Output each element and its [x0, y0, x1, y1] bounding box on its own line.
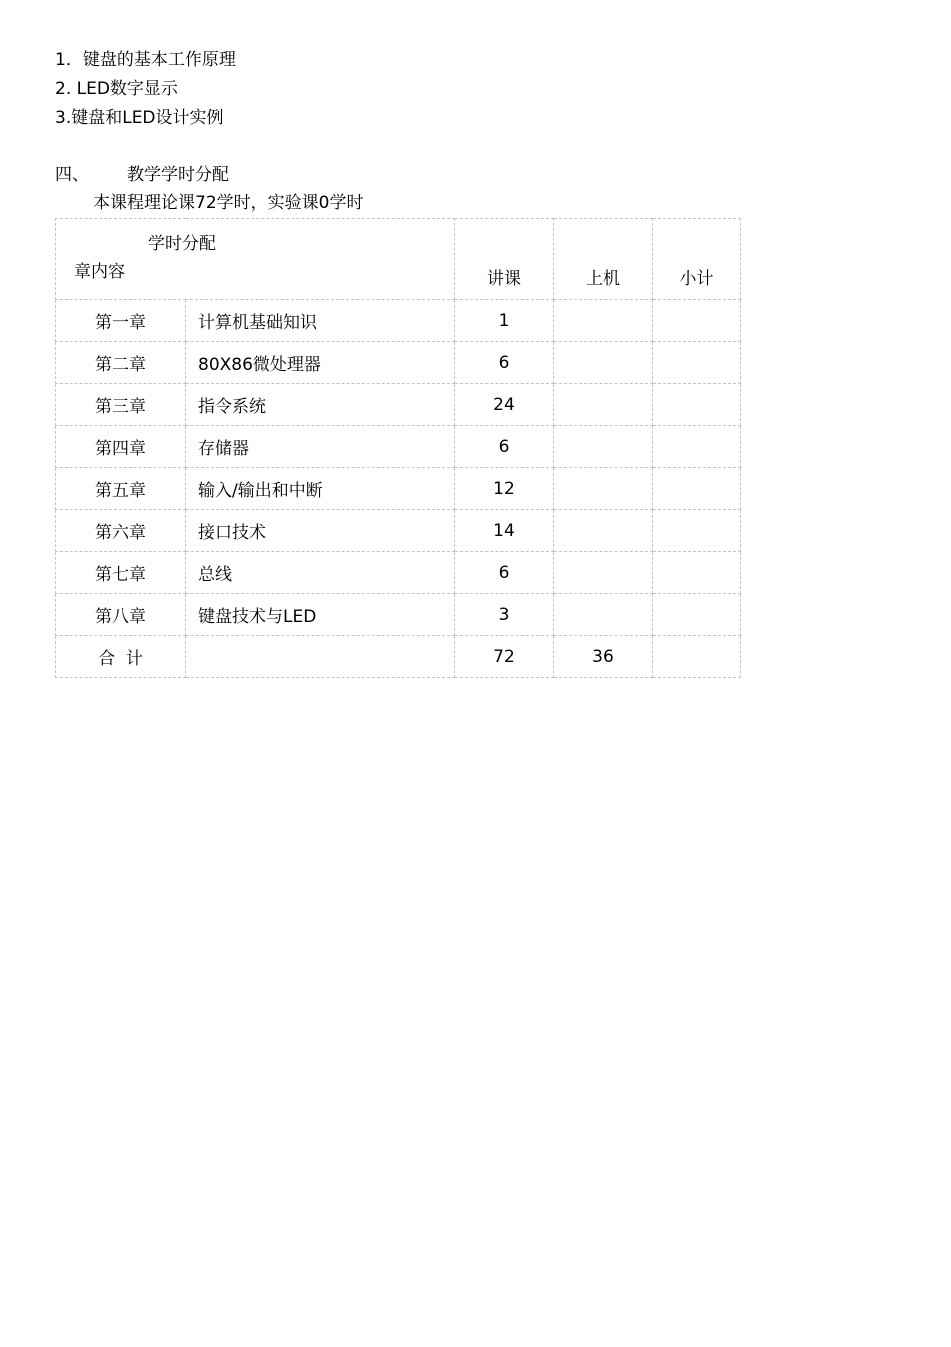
lecture-hours-cell: 1 — [455, 300, 554, 342]
chapter-name-cell: 接口技术 — [186, 510, 455, 552]
lecture-hours-cell: 12 — [455, 468, 554, 510]
chapter-cell: 第六章 — [56, 510, 186, 552]
header-hours-allocation: 学时分配 — [148, 234, 216, 254]
lab-hours-cell — [554, 510, 653, 552]
lecture-hours-cell: 6 — [455, 426, 554, 468]
table-row — [56, 426, 741, 468]
table-row — [56, 594, 741, 636]
lab-hours-cell — [554, 552, 653, 594]
chapter-name-cell: 80X86微处理器 — [186, 342, 455, 384]
lecture-hours-cell: 14 — [455, 510, 554, 552]
total-lecture: 72 — [455, 636, 554, 678]
lab-hours-cell — [554, 468, 653, 510]
subtotal-cell — [653, 426, 741, 468]
table-header-row — [56, 219, 741, 300]
table-total-row — [56, 636, 741, 678]
chapter-name-cell: 计算机基础知识 — [186, 300, 455, 342]
list-item-3: 3.键盘和LED设计实例 — [55, 108, 224, 128]
chapter-cell: 第一章 — [56, 300, 186, 342]
table-row — [56, 468, 741, 510]
header-chapter-content: 章内容 — [74, 262, 125, 282]
chapter-name-cell: 存储器 — [186, 426, 455, 468]
table-row — [56, 510, 741, 552]
chapter-name-cell: 键盘技术与LED — [186, 594, 455, 636]
lab-hours-cell — [554, 342, 653, 384]
total-name — [186, 636, 455, 678]
chapter-name-cell: 指令系统 — [186, 384, 455, 426]
lecture-hours-cell: 24 — [455, 384, 554, 426]
hours-summary: 本课程理论课72学时，实验课0学时 — [93, 193, 364, 213]
chapter-name-cell: 总线 — [186, 552, 455, 594]
total-lab: 36 — [554, 636, 653, 678]
header-subtotal: 小计 — [653, 219, 741, 300]
subtotal-cell — [653, 342, 741, 384]
lab-hours-cell — [554, 426, 653, 468]
total-label: 合 计 — [56, 636, 186, 678]
section-title: 教学学时分配 — [127, 165, 229, 185]
subtotal-cell — [653, 594, 741, 636]
chapter-cell: 第二章 — [56, 342, 186, 384]
total-subtotal — [653, 636, 741, 678]
lab-hours-cell — [554, 594, 653, 636]
subtotal-cell — [653, 468, 741, 510]
chapter-cell: 第五章 — [56, 468, 186, 510]
chapter-cell: 第三章 — [56, 384, 186, 426]
section-number: 四、 — [55, 165, 89, 185]
subtotal-cell — [653, 552, 741, 594]
subtotal-cell — [653, 384, 741, 426]
table-row — [56, 342, 741, 384]
lecture-hours-cell: 6 — [455, 552, 554, 594]
subtotal-cell — [653, 300, 741, 342]
chapter-cell: 第八章 — [56, 594, 186, 636]
list-item-1: 1．键盘的基本工作原理 — [55, 50, 236, 70]
hours-table — [55, 218, 741, 678]
lab-hours-cell — [554, 300, 653, 342]
chapter-cell: 第七章 — [56, 552, 186, 594]
chapter-cell: 第四章 — [56, 426, 186, 468]
chapter-name-cell: 输入/输出和中断 — [186, 468, 455, 510]
lecture-hours-cell: 3 — [455, 594, 554, 636]
table-row — [56, 552, 741, 594]
header-lecture: 讲课 — [455, 219, 554, 300]
subtotal-cell — [653, 510, 741, 552]
lecture-hours-cell: 6 — [455, 342, 554, 384]
list-item-2: 2. LED数字显示 — [55, 79, 178, 99]
section-heading — [55, 165, 229, 185]
table-row — [56, 384, 741, 426]
lab-hours-cell — [554, 384, 653, 426]
header-lab: 上机 — [554, 219, 653, 300]
diagonal-header-cell — [56, 219, 455, 300]
table-row — [56, 300, 741, 342]
